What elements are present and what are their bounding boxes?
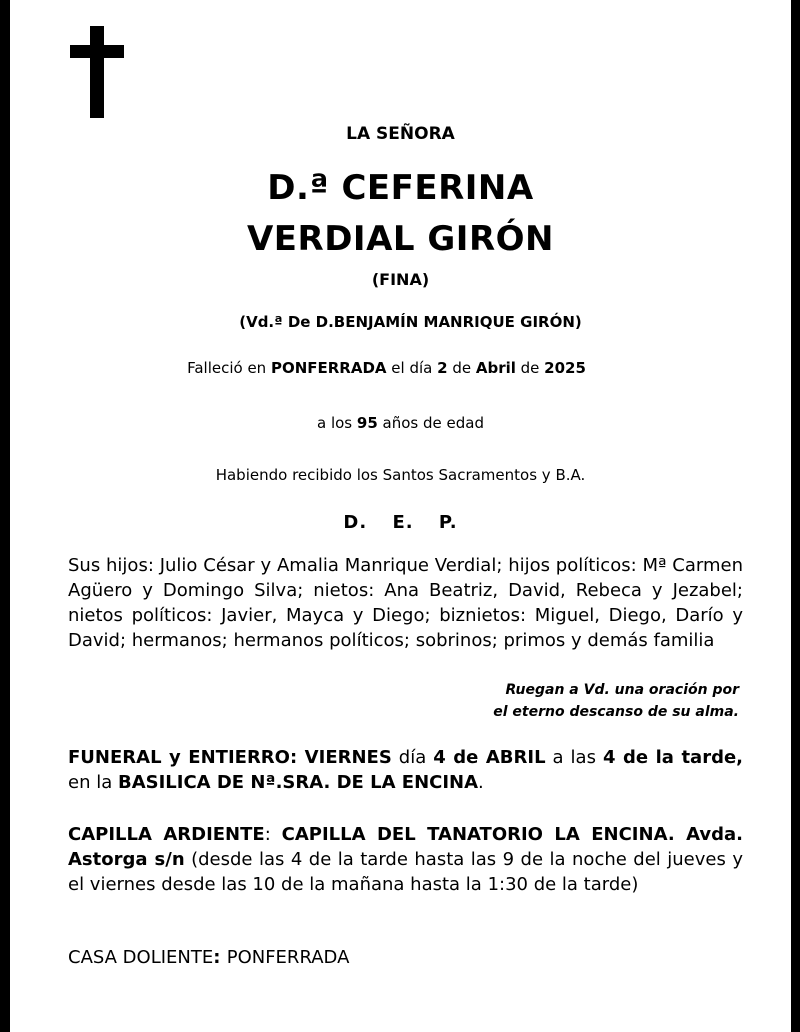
death-text: el día [386, 359, 438, 377]
funeral-date: 4 de ABRIL [433, 747, 546, 768]
deceased-name-surnames: VERDIAL GIRÓN [246, 219, 554, 259]
funeral-text: . [478, 772, 484, 793]
dep-heading: D. E. P. [343, 512, 458, 533]
mourning-house [68, 945, 743, 970]
house-sep: : [213, 947, 227, 968]
widow-of: (Vd.ª De D.BENJAMÍN MANRIQUE GIRÓN) [239, 313, 582, 331]
death-text: de [515, 359, 545, 377]
death-year: 2025 [544, 359, 586, 377]
chapel-place: CAPILLA DEL TANATORIO LA ENCINA. Avda. Astorga s/n [68, 824, 743, 870]
age-text: a los [317, 414, 357, 432]
nickname: (FINA) [371, 270, 430, 289]
funeral-time: 4 de la tarde, [602, 747, 743, 768]
funeral-label: FUNERAL y ENTIERRO: VIERNES [68, 747, 392, 768]
death-day: 2 [437, 359, 448, 377]
heading: LA SEÑORA [346, 124, 455, 144]
funeral-text: en la [68, 772, 118, 793]
cross-icon [70, 26, 124, 118]
house-label: CASA DOLIENTE [68, 947, 214, 968]
funeral-text: día [391, 747, 434, 768]
death-text: Falleció en [187, 359, 271, 377]
death-info [0, 359, 777, 377]
funeral-text: a las [545, 747, 603, 768]
chapel-label: CAPILLA ARDIENTE [68, 824, 265, 845]
deceased-name-first: D.ª CEFERINA [267, 168, 534, 208]
death-month: Abril [475, 359, 516, 377]
age-info [10, 414, 791, 432]
obituary-page [10, 0, 791, 1032]
age-text: años de edad [377, 414, 484, 432]
prayer-line-2: el eterno descanso de su alma. [493, 704, 739, 720]
family-list: Sus hijos: Julio César y Amalia Manrique Verdial; hijos políticos: Mª Carmen Agüero y Domingo Silva; nietos: Ana Beatriz, David, Rebeca y Jezabel; nietos políticos: Javier, Mayca y Diego; biznietos: Miguel, Diego, Darío y David; hermanos; hermanos políticos; sobrinos; primos y demás familia [68, 555, 743, 651]
prayer-request [390, 679, 739, 723]
age-years: 95 [356, 414, 378, 432]
death-text: de [447, 359, 476, 377]
funeral-info [68, 745, 743, 795]
house-place: PONFERRADA [226, 947, 350, 968]
funeral-place: BASILICA DE Nª.SRA. DE LA ENCINA [117, 772, 479, 793]
sacraments-note: Habiendo recibido los Santos Sacramentos y B.A. [215, 466, 586, 484]
chapel-info [68, 822, 743, 897]
chapel-details: (desde las 4 de la tarde hasta las 9 de la noche del jueves y el viernes desde las 10 de la mañana hasta la 1:30 de la tarde) [68, 849, 743, 895]
prayer-line-1: Ruegan a Vd. una oración por [505, 682, 739, 698]
death-place: PONFERRADA [270, 359, 387, 377]
chapel-text: : [264, 824, 282, 845]
